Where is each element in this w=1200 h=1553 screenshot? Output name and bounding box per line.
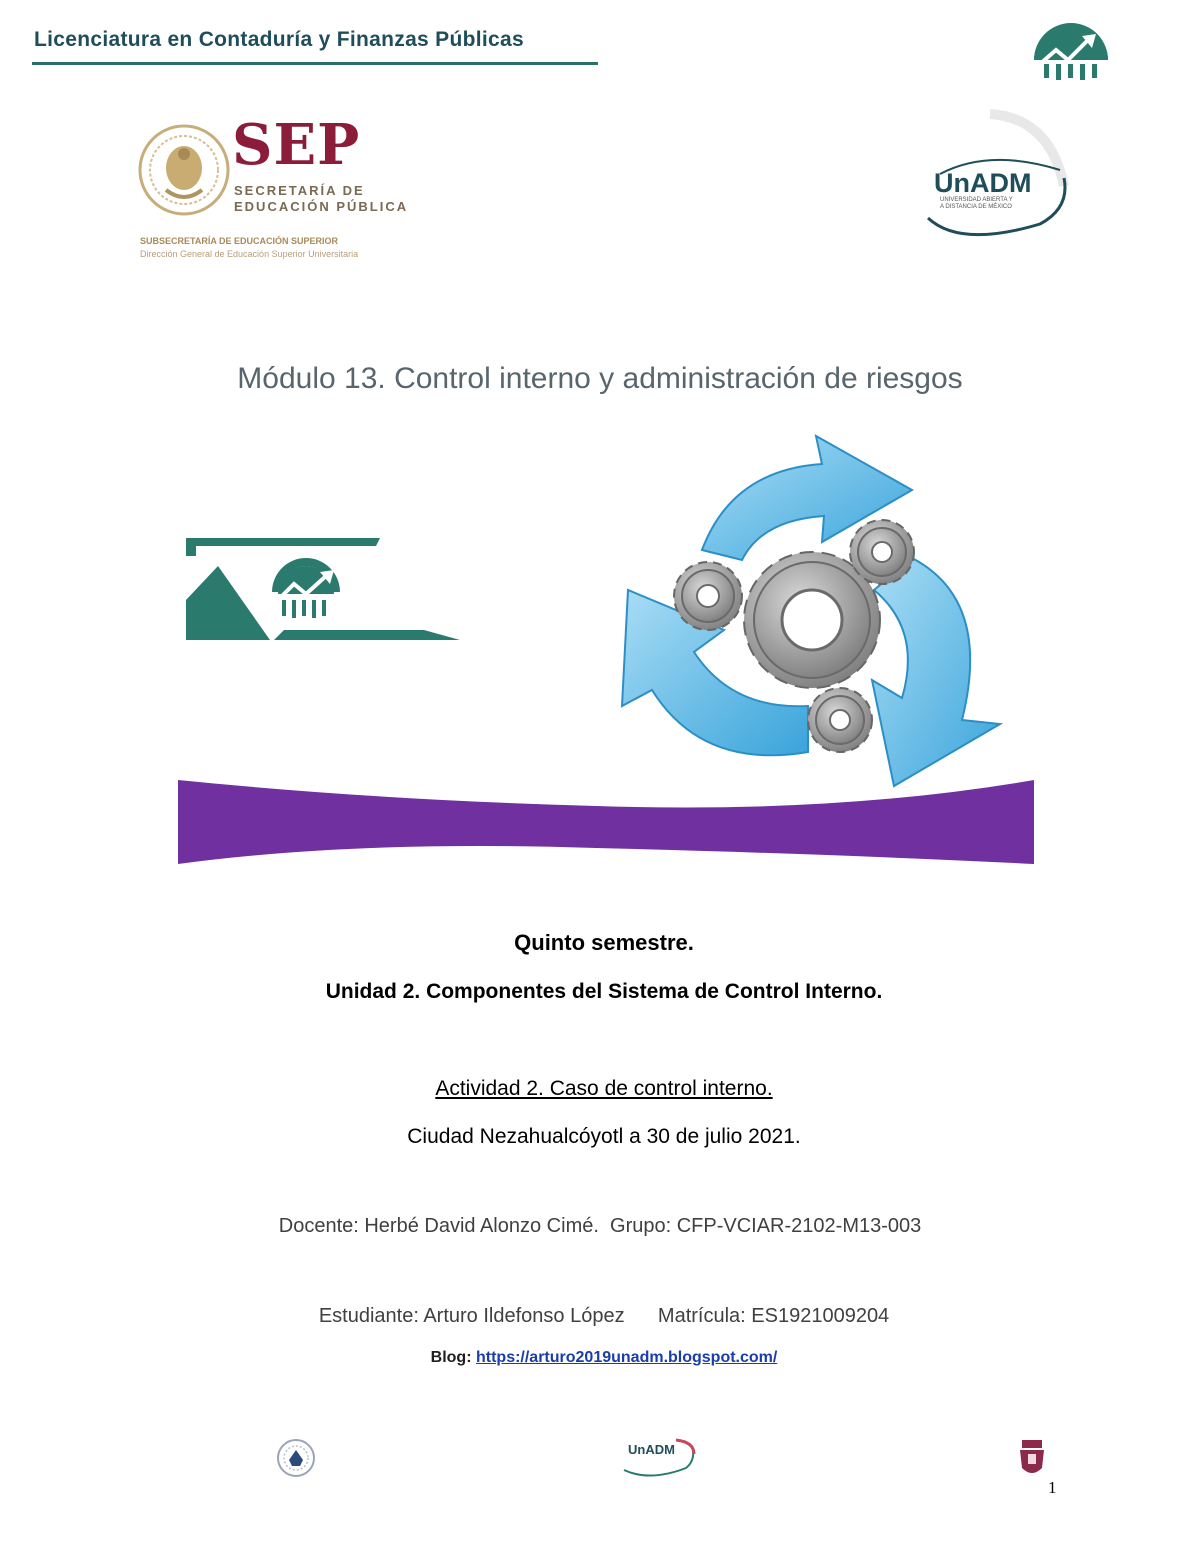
unadm-tag1: UNIVERSIDAD ABIERTA Y	[940, 197, 1013, 203]
gears-cycle-illustration	[612, 430, 1012, 790]
semester-heading: Quinto semestre.	[514, 930, 694, 955]
unit-heading: Unidad 2. Componentes del Sistema de Control Interno.	[325, 980, 883, 1003]
blog-line	[0, 1349, 1200, 1367]
university-seal-icon	[276, 1438, 316, 1478]
footer-unadm-wordmark: UnADM	[628, 1442, 675, 1457]
unadm-wordmark: UnADM	[934, 168, 1032, 198]
blog-label: Blog:	[430, 1349, 476, 1366]
blog-link[interactable]: https://arturo2019unadm.blogspot.com/	[475, 1349, 778, 1366]
sep-line1: SECRETARÍA DE	[234, 183, 365, 198]
lcfp-logo-icon	[1030, 20, 1112, 82]
unadm-tag2: A DISTANCIA DE MÉXICO	[940, 204, 1012, 210]
institute-emblem-icon	[1016, 1438, 1048, 1480]
teacher-group: Docente: Herbé David Alonzo Cimé. Grupo: CFP-VCIAR-2102-M13-003	[278, 1215, 922, 1237]
module-title: Módulo 13. Control interno y administración de riesgos	[237, 362, 963, 395]
city-date: Ciudad Nezahualcóyotl a 30 de julio 2021.	[407, 1125, 801, 1148]
student-id: Estudiante: Arturo Ildefonso López Matrícula: ES1921009204	[318, 1305, 890, 1327]
purple-wave-band	[176, 776, 1036, 866]
header-rule	[32, 62, 598, 65]
header-title: Licenciatura en Contaduría y Finanzas Públicas	[34, 28, 524, 51]
sep-line2: EDUCACIÓN PÚBLICA	[234, 199, 409, 214]
unadm-tagline	[940, 197, 1013, 211]
mountain-chart-logo-icon	[184, 536, 464, 646]
sep-direccion: Dirección General de Educación Superior Universitaria	[140, 249, 359, 259]
mexico-seal-icon	[138, 124, 230, 216]
sep-secretaria	[234, 183, 408, 215]
sep-wordmark: SEP	[232, 112, 361, 178]
activity-title: Actividad 2. Caso de control interno.	[435, 1077, 773, 1100]
page-number: 1	[1048, 1478, 1057, 1497]
sep-subsecretaria: SUBSECRETARÍA DE EDUCACIÓN SUPERIOR	[140, 236, 339, 246]
